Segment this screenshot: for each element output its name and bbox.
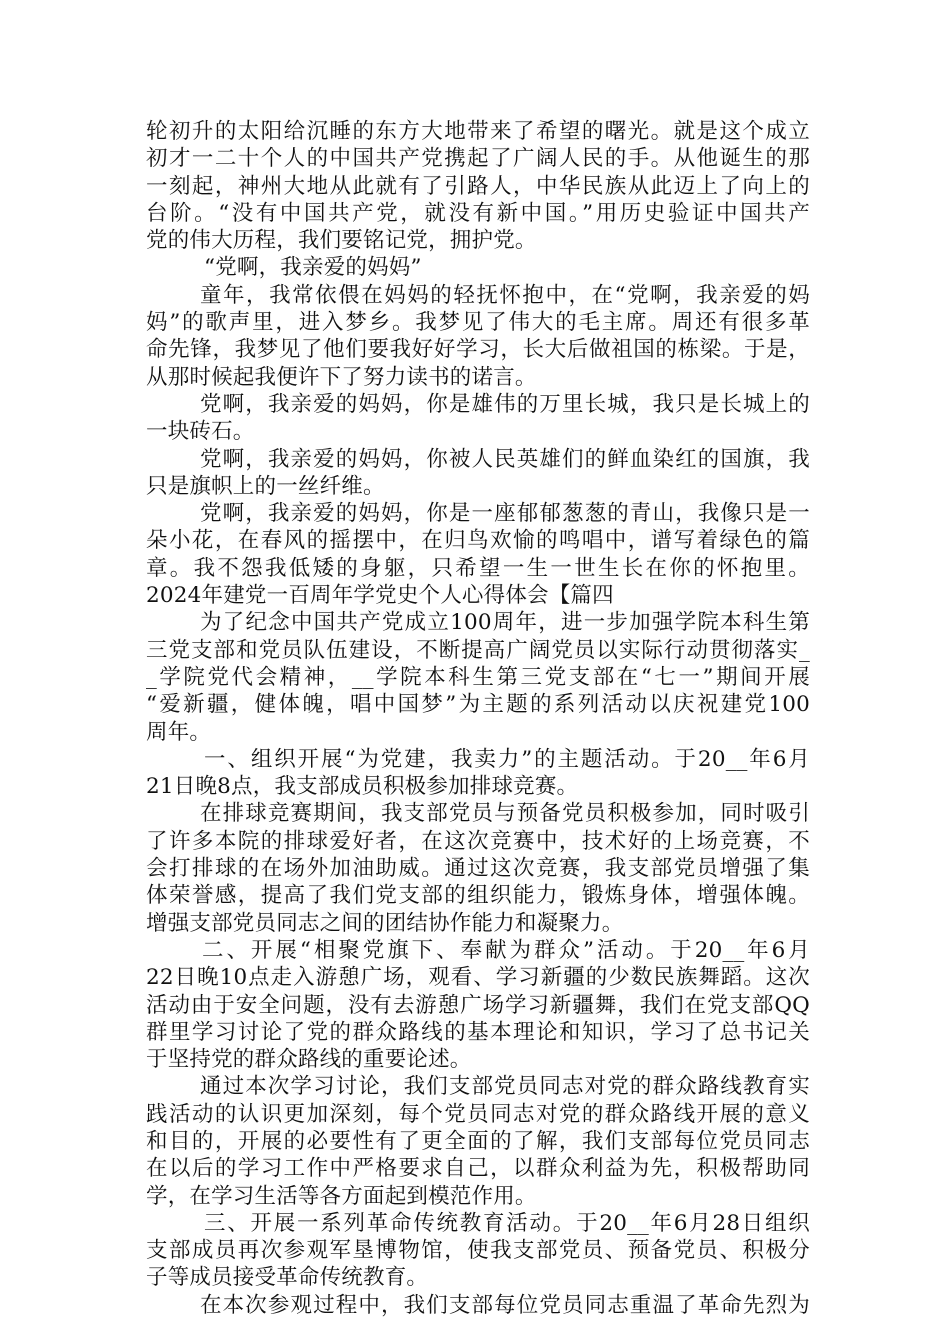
- text-line: 从那时候起我便许下了努力读书的诺言。: [146, 364, 537, 390]
- text-line: 体荣誉感，提高了我们党支部的组织能力，锻炼身体，增强体魄。: [146, 883, 810, 909]
- text-line: 活动由于安全问题，没有去游憩广场学习新疆舞，我们在党支部QQ: [146, 992, 810, 1018]
- text-line: 支部成员再次参观军垦博物馆，使我支部党员、预备党员、积极分: [146, 1238, 810, 1264]
- text-line: 只是旗帜上的一丝纤维。: [146, 473, 385, 499]
- text-line: 学，在学习生活等各方面起到模范作用。: [146, 1183, 537, 1209]
- text-line: 在以后的学习工作中严格要求自己，以群众利益为先，积极帮助同: [146, 1156, 810, 1182]
- text-line: 会打排球的在场外加油助威。通过这次竞赛，我支部党员增强了集: [146, 856, 810, 882]
- text-line: 初才一二十个人的中国共产党携起了广阔人民的手。从他诞生的那: [146, 146, 810, 172]
- paragraph-start: 党啊，我亲爱的妈妈，你被人民英雄们的鲜血染红的国旗，我: [200, 446, 810, 472]
- paragraph-start: 通过本次学习讨论，我们支部党员同志对党的群众路线教育实: [200, 1074, 810, 1100]
- text-line: 了许多本院的排球爱好者，在这次竞赛中，技术好的上场竞赛，不: [146, 828, 810, 854]
- paragraph-start: 在本次参观过程中，我们支部每位党员同志重温了革命先烈为: [200, 1292, 810, 1318]
- text-line: 三党支部和党员队伍建设，不断提高广阔党员以实际行动贯彻落实_: [146, 637, 810, 663]
- text-line: 台阶。“没有中国共产党，就没有新中国。”用历史验证中国共产: [146, 200, 810, 226]
- paragraph-start: 在排球竞赛期间，我支部党员与预备党员积极参加，同时吸引: [200, 801, 810, 827]
- paragraph-start: 三、开展一系列革命传统教育活动。于20__年6月28日组织: [204, 1210, 810, 1236]
- paragraph-start: 党啊，我亲爱的妈妈，你是一座郁郁葱葱的青山，我像只是一: [200, 501, 810, 527]
- text-line: 群里学习讨论了党的群众路线的基本理论和知识，学习了总书记关: [146, 1019, 810, 1045]
- text-line: 子等成员接受革命传统教育。: [146, 1265, 429, 1291]
- text-line: 于坚持党的群众路线的重要论述。: [146, 1047, 472, 1073]
- text-line: 妈”的歌声里，进入梦乡。我梦见了伟大的毛主席。周还有很多革: [146, 310, 810, 336]
- text-line: 增强支部党员同志之间的团结协作能力和凝聚力。: [146, 910, 624, 936]
- document-title: 2024年建党一百周年学党史个人心得体会【篇四: [146, 583, 614, 609]
- text-line: 22日晚10点走入游憩广场，观看、学习新疆的少数民族舞蹈。这次: [146, 965, 810, 991]
- text-line: 轮初升的太阳给沉睡的东方大地带来了希望的曙光。就是这个成立: [146, 119, 810, 144]
- paragraph-start: 一、组织开展“为党建，我卖力”的主题活动。于20__年6月: [204, 746, 810, 772]
- text-line: 周年。: [146, 719, 212, 745]
- section-heading: “党啊，我亲爱的妈妈”: [204, 255, 422, 281]
- text-line: 朵小花，在春风的摇摆中，在归鸟欢愉的鸣唱中，谱写着绿色的篇: [146, 528, 810, 554]
- text-line: 一块砖石。: [146, 419, 255, 445]
- text-line: 命先锋，我梦见了他们要我好好学习，长大后做祖国的栋梁。于是，: [146, 337, 810, 363]
- text-line: “爱新疆，健体魄，唱中国梦”为主题的系列活动以庆祝建党100: [146, 692, 810, 718]
- paragraph-start: 二、开展“相聚党旗下、奉献为群众”活动。于20__年6月: [202, 937, 810, 963]
- paragraph-start: 为了纪念中国共产党成立100周年，进一步加强学院本科生第: [200, 610, 810, 636]
- text-line: 一刻起，神州大地从此就有了引路人，中华民族从此迈上了向上的: [146, 173, 810, 199]
- document-body: [146, 118, 810, 1319]
- paragraph-start: 党啊，我亲爱的妈妈，你是雄伟的万里长城，我只是长城上的: [200, 391, 810, 417]
- text-line: 和目的，开展的必要性有了更全面的了解，我们支部每位党员同志: [146, 1128, 810, 1154]
- text-line: _学院党代会精神，__学院本科生第三党支部在“七一”期间开展: [146, 664, 810, 690]
- text-line: 践活动的认识更加深刻，每个党员同志对党的群众路线开展的意义: [146, 1101, 810, 1127]
- text-line: 21日晚8点，我支部成员积极参加排球竞赛。: [146, 774, 579, 800]
- paragraph-start: 童年，我常依偎在妈妈的轻抚怀抱中，在“党啊，我亲爱的妈: [200, 282, 810, 308]
- text-line: 党的伟大历程，我们要铭记党，拥护党。: [146, 228, 537, 254]
- text-line: 章。我不怨我低矮的身躯，只希望一生一世生长在你的怀抱里。: [146, 555, 810, 581]
